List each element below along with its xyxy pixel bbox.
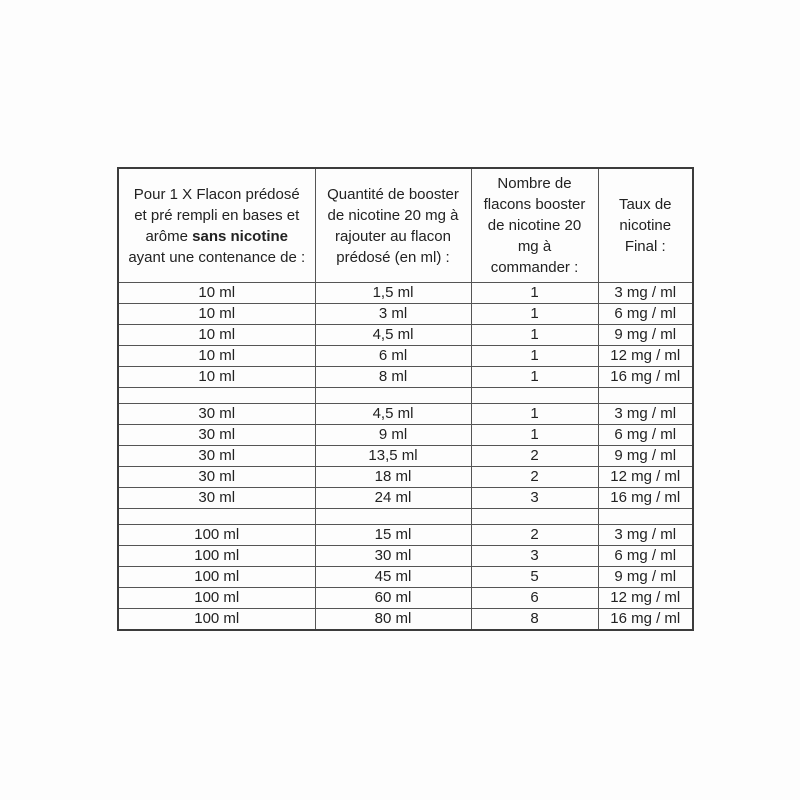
table-cell: 2	[471, 525, 598, 546]
table-cell: 4,5 ml	[315, 404, 471, 425]
separator-row	[118, 509, 693, 525]
table-cell: 16 mg / ml	[598, 367, 693, 388]
table-cell: 6 ml	[315, 346, 471, 367]
table-cell: 3 ml	[315, 304, 471, 325]
table-cell: 4,5 ml	[315, 325, 471, 346]
table-cell: 6 mg / ml	[598, 546, 693, 567]
table-cell: 100 ml	[118, 567, 315, 588]
table-cell: 18 ml	[315, 467, 471, 488]
table-cell: 30 ml	[118, 425, 315, 446]
table-cell: 3 mg / ml	[598, 525, 693, 546]
separator-cell	[118, 509, 315, 525]
table-cell: 12 mg / ml	[598, 346, 693, 367]
table-cell: 60 ml	[315, 588, 471, 609]
table-cell: 80 ml	[315, 609, 471, 631]
table-cell: 3 mg / ml	[598, 283, 693, 304]
table-row	[118, 304, 693, 325]
table-row	[118, 525, 693, 546]
separator-cell	[598, 509, 693, 525]
table-cell: 100 ml	[118, 546, 315, 567]
header-text-bold: sans nicotine	[192, 227, 289, 245]
table-cell: 2	[471, 467, 598, 488]
table-row	[118, 488, 693, 509]
separator-cell	[315, 388, 471, 404]
table-cell: 10 ml	[118, 367, 315, 388]
table-cell: 9 mg / ml	[598, 446, 693, 467]
table-cell: 12 mg / ml	[598, 467, 693, 488]
table-cell: 8 ml	[315, 367, 471, 388]
table-cell: 10 ml	[118, 304, 315, 325]
table-cell: 3 mg / ml	[598, 404, 693, 425]
table-cell: 10 ml	[118, 283, 315, 304]
table-row	[118, 425, 693, 446]
table-cell: 24 ml	[315, 488, 471, 509]
table-cell: 100 ml	[118, 609, 315, 631]
table-body	[118, 283, 693, 631]
table-row	[118, 283, 693, 304]
table-row	[118, 367, 693, 388]
header-flacons-booster-count: Nombre de flacons booster de nicotine 20 mg à commander :	[471, 168, 598, 283]
table-cell: 100 ml	[118, 588, 315, 609]
table-cell: 1	[471, 404, 598, 425]
header-text-part: ayant une contenance de :	[128, 248, 306, 266]
table-row	[118, 467, 693, 488]
table-cell: 15 ml	[315, 525, 471, 546]
table-cell: 100 ml	[118, 525, 315, 546]
table-cell: 3	[471, 488, 598, 509]
table-cell: 9 mg / ml	[598, 567, 693, 588]
separator-cell	[598, 388, 693, 404]
header-flacon-predose	[118, 168, 315, 283]
header-row	[118, 168, 693, 283]
table-cell: 9 mg / ml	[598, 325, 693, 346]
table-cell: 1	[471, 283, 598, 304]
table-cell: 16 mg / ml	[598, 609, 693, 631]
table-cell: 30 ml	[118, 467, 315, 488]
table-cell: 6 mg / ml	[598, 304, 693, 325]
table-cell: 1	[471, 346, 598, 367]
separator-cell	[118, 388, 315, 404]
table-cell: 1	[471, 425, 598, 446]
separator-cell	[315, 509, 471, 525]
table-row	[118, 404, 693, 425]
table-row	[118, 567, 693, 588]
table-row	[118, 588, 693, 609]
table-cell: 30 ml	[118, 488, 315, 509]
table-row	[118, 609, 693, 631]
nicotine-dosage-table	[117, 167, 694, 631]
header-taux-nicotine: Taux de nicotine Final :	[598, 168, 693, 283]
table-cell: 1,5 ml	[315, 283, 471, 304]
separator-cell	[471, 509, 598, 525]
table-cell: 30 ml	[315, 546, 471, 567]
header-booster-quantity: Quantité de booster de nicotine 20 mg à rajouter au flacon prédosé (en ml) :	[315, 168, 471, 283]
table-cell: 10 ml	[118, 346, 315, 367]
table-cell: 30 ml	[118, 446, 315, 467]
separator-cell	[471, 388, 598, 404]
table-cell: 13,5 ml	[315, 446, 471, 467]
table-cell: 1	[471, 325, 598, 346]
table-cell: 9 ml	[315, 425, 471, 446]
table-cell: 3	[471, 546, 598, 567]
table-cell: 8	[471, 609, 598, 631]
table-cell: 12 mg / ml	[598, 588, 693, 609]
table-cell: 1	[471, 367, 598, 388]
table-cell: 2	[471, 446, 598, 467]
table-cell: 10 ml	[118, 325, 315, 346]
table-row	[118, 346, 693, 367]
table-row	[118, 446, 693, 467]
table-cell: 45 ml	[315, 567, 471, 588]
table-row	[118, 546, 693, 567]
header-text-part: Pour 1 X Flacon prédosé et pré rempli en bases et arôme	[133, 185, 300, 245]
table-cell: 5	[471, 567, 598, 588]
table-cell: 1	[471, 304, 598, 325]
table-row	[118, 325, 693, 346]
table-cell: 6 mg / ml	[598, 425, 693, 446]
separator-row	[118, 388, 693, 404]
table-cell: 16 mg / ml	[598, 488, 693, 509]
table-cell: 6	[471, 588, 598, 609]
table-cell: 30 ml	[118, 404, 315, 425]
